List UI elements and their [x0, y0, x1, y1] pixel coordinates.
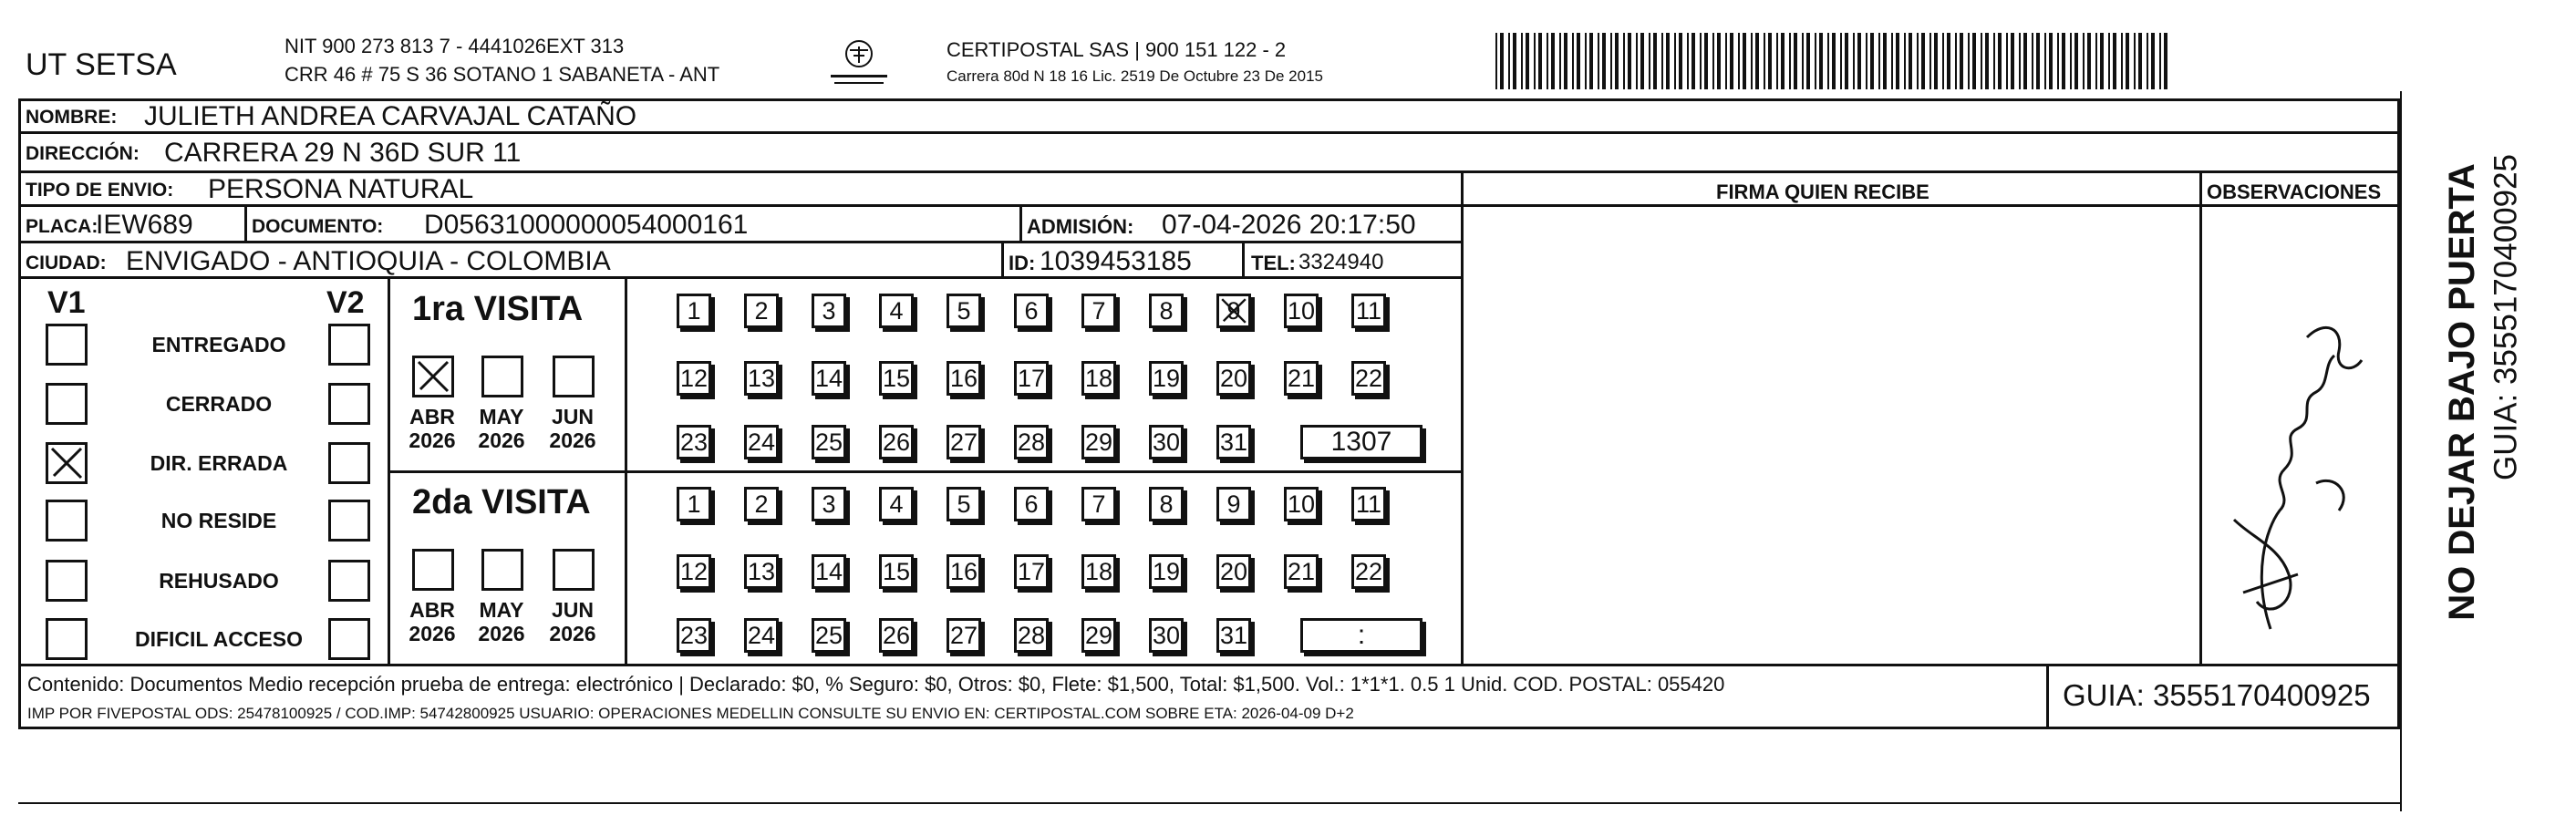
carrier-line: CERTIPOSTAL SAS | 900 151 122 - 2 [947, 38, 1287, 61]
status-v1-checkbox[interactable] [46, 560, 88, 602]
month-year: 2026 [549, 428, 596, 452]
day-box[interactable] [1014, 361, 1049, 396]
nombre-value: JULIETH ANDREA CARVAJAL CATAÑO [144, 101, 637, 131]
day-number: 25 [814, 428, 843, 456]
day-box[interactable] [812, 487, 846, 521]
day-box[interactable] [1014, 487, 1049, 521]
day-number: 10 [1287, 490, 1316, 518]
id-value: 1039453185 [1040, 246, 1192, 276]
day-number: 13 [747, 557, 776, 585]
day-box[interactable] [1149, 554, 1184, 589]
direccion-value: CARRERA 29 N 36D SUR 11 [164, 138, 522, 168]
month-label: MAY [479, 598, 524, 622]
day-box[interactable] [744, 294, 779, 328]
day-box[interactable] [1351, 361, 1386, 396]
day-number: 15 [882, 557, 911, 585]
status-label: DIFICIL ACCESO [134, 627, 304, 651]
ciudad-value: ENVIGADO - ANTIOQUIA - COLOMBIA [126, 246, 611, 276]
time-box[interactable]: 1307 [1300, 425, 1422, 459]
day-box[interactable] [1014, 618, 1049, 653]
tipo-value: PERSONA NATURAL [208, 174, 474, 204]
status-v2-checkbox[interactable] [328, 618, 370, 660]
guia-footer: GUIA: 3555170400925 [2063, 678, 2371, 712]
day-number: 30 [1152, 621, 1181, 649]
month-year: 2026 [478, 622, 525, 645]
day-box[interactable] [677, 618, 711, 653]
day-number: 8 [1159, 490, 1174, 518]
day-number: 1 [687, 296, 701, 325]
day-number: 9 [1226, 296, 1241, 325]
day-box[interactable] [879, 618, 914, 653]
day-box[interactable] [677, 425, 711, 459]
day-number: 19 [1152, 364, 1181, 392]
day-box[interactable] [812, 294, 846, 328]
day-number: 7 [1091, 490, 1106, 518]
day-number: 27 [949, 428, 978, 456]
status-v1-checkbox[interactable] [46, 500, 88, 542]
day-box[interactable] [1216, 487, 1251, 521]
month-label: ABR [409, 598, 455, 622]
day-number: 3 [822, 490, 836, 518]
month-label: ABR [409, 405, 455, 428]
day-box[interactable] [677, 294, 711, 328]
day-number: 20 [1219, 557, 1248, 585]
day-box[interactable] [1081, 487, 1116, 521]
day-number: 24 [747, 621, 776, 649]
day-number: 8 [1159, 296, 1174, 325]
side-guia: GUIA: 3555170400925 [2488, 153, 2524, 481]
day-number: 1 [687, 490, 701, 518]
day-box[interactable] [947, 361, 981, 396]
month-checkbox[interactable] [412, 549, 454, 591]
day-number: 26 [882, 428, 911, 456]
day-number: 18 [1084, 557, 1113, 585]
day-box[interactable] [1149, 618, 1184, 653]
day-box[interactable] [879, 361, 914, 396]
status-v1-checkbox[interactable] [46, 442, 88, 484]
day-box[interactable] [1284, 361, 1319, 396]
status-v1-checkbox[interactable] [46, 383, 88, 425]
nit-line: NIT 900 273 813 7 - 4441026EXT 313 [284, 35, 625, 57]
day-number: 7 [1091, 296, 1106, 325]
direccion-label: DIRECCIÓN: [26, 143, 140, 164]
visit-title: 2da VISITA [412, 483, 591, 521]
certipostal-logo [825, 38, 893, 95]
day-number: 14 [814, 557, 843, 585]
day-box[interactable] [1149, 487, 1184, 521]
day-box[interactable] [1149, 425, 1184, 459]
day-number: 29 [1084, 621, 1113, 649]
month-year: 2026 [478, 428, 525, 452]
status-label: NO RESIDE [160, 509, 277, 532]
v1-header: V1 [47, 285, 86, 320]
ciudad-label: CIUDAD: [26, 253, 107, 273]
barcode [1495, 33, 2179, 91]
day-number: 6 [1024, 490, 1039, 518]
day-number: 24 [747, 428, 776, 456]
day-number: 27 [949, 621, 978, 649]
day-number: 6 [1024, 296, 1039, 325]
status-label: CERRADO [165, 392, 273, 416]
day-box[interactable] [879, 487, 914, 521]
day-box[interactable] [812, 554, 846, 589]
day-box[interactable] [744, 487, 779, 521]
day-number: 23 [679, 621, 709, 649]
status-v1-checkbox[interactable] [46, 618, 88, 660]
day-number: 11 [1355, 490, 1382, 518]
day-box[interactable] [812, 618, 846, 653]
day-number: 4 [889, 296, 904, 325]
status-v2-checkbox[interactable] [328, 560, 370, 602]
day-box[interactable] [1081, 618, 1116, 653]
day-number: 12 [679, 557, 709, 585]
day-box[interactable] [812, 425, 846, 459]
day-box[interactable] [1351, 554, 1386, 589]
footer-print-line: IMP POR FIVEPOSTAL ODS: 25478100925 / COD.IMP: 54742800925 USUARIO: OPERACIONES MEDELLIN CONSULTE SU ENVIO EN: CERTIPOSTAL.COM SOBRE ETA: 2026-04-09 D+2 [27, 705, 1354, 722]
day-number: 14 [814, 364, 843, 392]
company-name: UT SETSA [26, 47, 177, 82]
day-number: 17 [1017, 557, 1046, 585]
month-checkbox[interactable] [481, 356, 523, 397]
day-box[interactable] [1351, 487, 1386, 521]
day-box[interactable] [879, 425, 914, 459]
day-box[interactable] [1081, 294, 1116, 328]
id-label: ID: [1009, 252, 1036, 274]
status-label: ENTREGADO [151, 333, 286, 356]
firma-header: FIRMA QUIEN RECIBE [1716, 181, 1929, 203]
day-number: 19 [1152, 557, 1181, 585]
month-label: JUN [551, 405, 594, 428]
day-box[interactable] [1284, 554, 1319, 589]
observaciones-header: OBSERVACIONES [2207, 181, 2382, 203]
tipo-label: TIPO DE ENVIO: [26, 180, 174, 201]
month-label: MAY [479, 405, 524, 428]
admision-label: ADMISIÓN: [1027, 215, 1134, 238]
day-box[interactable] [947, 554, 981, 589]
day-number: 11 [1355, 296, 1382, 325]
day-number: 5 [957, 296, 971, 325]
day-number: 13 [747, 364, 776, 392]
day-number: 22 [1354, 364, 1383, 392]
day-box[interactable] [1216, 361, 1251, 396]
day-box[interactable] [1284, 294, 1319, 328]
month-checkbox[interactable] [481, 549, 523, 591]
status-v2-checkbox[interactable] [328, 500, 370, 542]
month-checkbox[interactable] [553, 356, 595, 397]
day-number: 5 [957, 490, 971, 518]
documento-label: DOCUMENTO: [252, 216, 384, 237]
day-box[interactable] [1149, 294, 1184, 328]
handwritten-signature [2216, 301, 2371, 647]
day-number: 25 [814, 621, 843, 649]
status-label: DIR. ERRADA [150, 451, 288, 475]
day-box[interactable] [947, 618, 981, 653]
month-year: 2026 [409, 622, 456, 645]
admision-value: 07-04-2026 20:17:50 [1162, 210, 1416, 240]
status-v2-checkbox[interactable] [328, 324, 370, 366]
day-number: 30 [1152, 428, 1181, 456]
status-v2-checkbox[interactable] [328, 442, 370, 484]
day-box[interactable] [879, 554, 914, 589]
day-box[interactable] [677, 487, 711, 521]
day-number: 21 [1287, 557, 1316, 585]
day-number: 31 [1219, 428, 1248, 456]
day-box[interactable] [677, 361, 711, 396]
day-number: 18 [1084, 364, 1113, 392]
day-number: 17 [1017, 364, 1046, 392]
footer-content-line: Contenido: Documentos Medio recepción prueba de entrega: electrónico | Declarado: $0, % Seguro: $0, Otros: $0, Flete: $1,500, Total: $1,500. Vol.: 1*1*1. 0.5 1 Unid. COD. POSTAL: 055420 [27, 673, 1725, 696]
day-box[interactable] [1014, 554, 1049, 589]
address-line: CRR 46 # 75 S 36 SOTANO 1 SABANETA - ANT [284, 63, 720, 86]
day-box[interactable] [1149, 361, 1184, 396]
month-label: JUN [551, 598, 594, 622]
day-number: 28 [1017, 428, 1046, 456]
month-checkbox[interactable] [412, 356, 454, 397]
day-box[interactable] [1284, 487, 1319, 521]
day-number: 22 [1354, 557, 1383, 585]
day-box[interactable] [1216, 554, 1251, 589]
day-box[interactable] [744, 361, 779, 396]
visit-title: 1ra VISITA [412, 290, 584, 328]
day-number: 21 [1287, 364, 1316, 392]
placa-label: PLACA: [26, 216, 98, 237]
tel-label: TEL: [1251, 252, 1296, 274]
day-number: 4 [889, 490, 904, 518]
status-label: REHUSADO [159, 569, 279, 593]
time-box[interactable]: : [1300, 618, 1422, 653]
day-box[interactable] [947, 487, 981, 521]
day-number: 9 [1226, 490, 1241, 518]
day-box[interactable] [1014, 294, 1049, 328]
side-warning: NO DEJAR BAJO PUERTA [2442, 163, 2482, 621]
day-box[interactable] [1216, 294, 1251, 328]
day-number: 23 [679, 428, 709, 456]
day-box[interactable] [677, 554, 711, 589]
day-number: 2 [754, 296, 769, 325]
day-number: 20 [1219, 364, 1248, 392]
day-number: 15 [882, 364, 911, 392]
day-number: 31 [1219, 621, 1248, 649]
v2-header: V2 [326, 285, 365, 320]
day-number: 12 [679, 364, 709, 392]
day-box[interactable] [947, 425, 981, 459]
day-number: 2 [754, 490, 769, 518]
tel-value: 3324940 [1298, 250, 1384, 274]
month-checkbox[interactable] [553, 549, 595, 591]
day-box[interactable] [1216, 425, 1251, 459]
nombre-label: NOMBRE: [26, 107, 118, 128]
day-box[interactable] [879, 294, 914, 328]
day-box[interactable] [1081, 361, 1116, 396]
day-number: 26 [882, 621, 911, 649]
month-year: 2026 [549, 622, 596, 645]
day-number: 28 [1017, 621, 1046, 649]
day-box[interactable] [1081, 554, 1116, 589]
day-number: 3 [822, 296, 836, 325]
day-box[interactable] [744, 618, 779, 653]
license-line: Carrera 80d N 18 16 Lic. 2519 De Octubre 23 De 2015 [947, 67, 1323, 85]
day-box[interactable] [1216, 618, 1251, 653]
day-box[interactable] [1081, 425, 1116, 459]
day-number: 16 [949, 557, 978, 585]
day-box[interactable] [812, 361, 846, 396]
day-box[interactable] [744, 554, 779, 589]
day-box[interactable] [1351, 294, 1386, 328]
status-v2-checkbox[interactable] [328, 383, 370, 425]
month-year: 2026 [409, 428, 456, 452]
day-number: 29 [1084, 428, 1113, 456]
documento-value: D05631000000054000161 [424, 210, 749, 240]
day-box[interactable] [1014, 425, 1049, 459]
day-box[interactable] [744, 425, 779, 459]
day-number: 10 [1287, 296, 1316, 325]
status-v1-checkbox[interactable] [46, 324, 88, 366]
day-box[interactable] [947, 294, 981, 328]
placa-value: IEW689 [96, 210, 193, 240]
day-number: 16 [949, 364, 978, 392]
